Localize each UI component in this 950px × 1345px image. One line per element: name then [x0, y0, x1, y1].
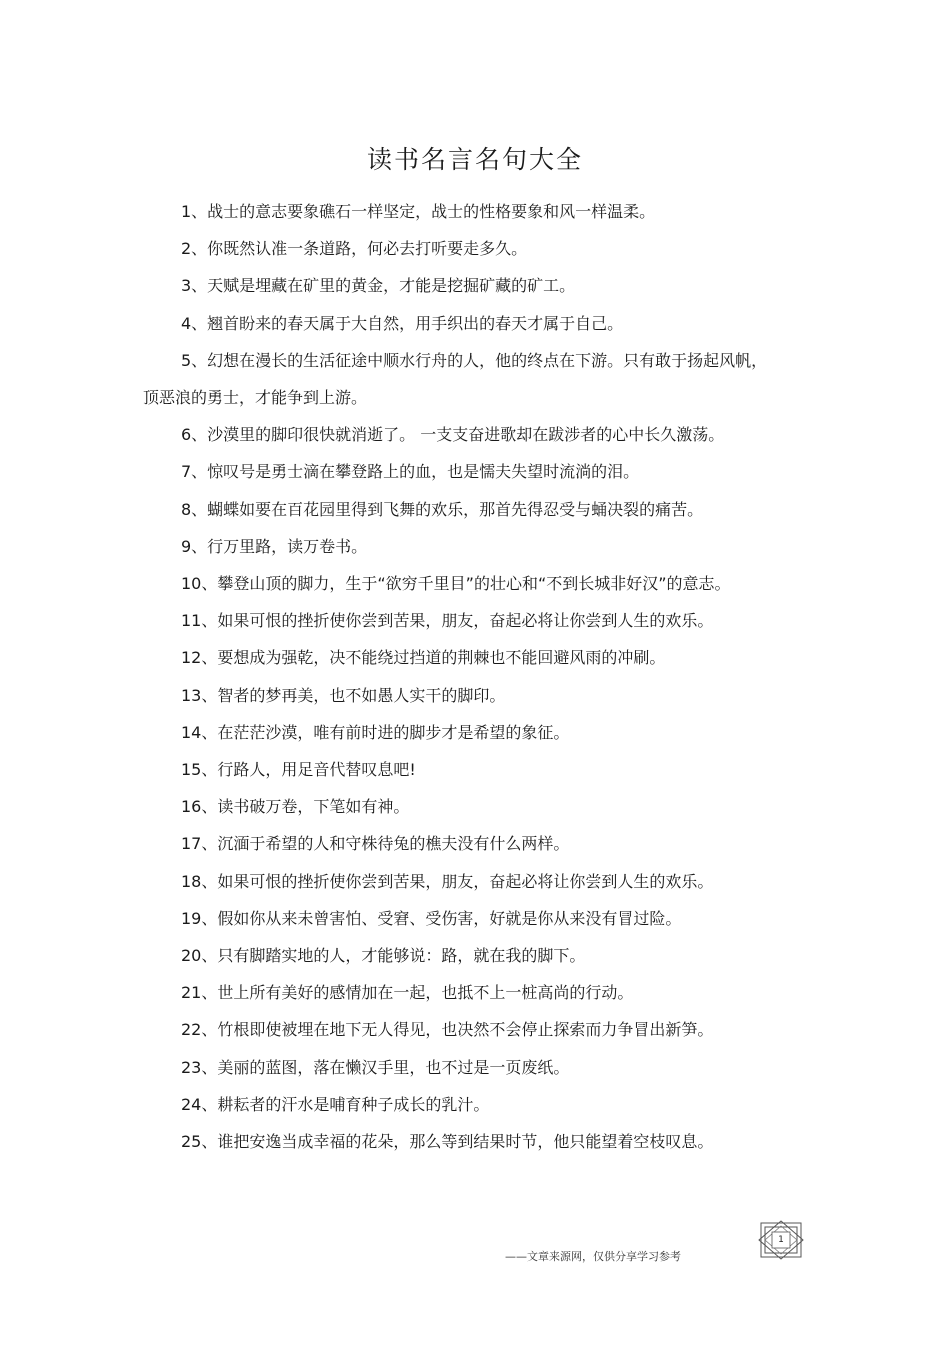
footer-source-note: ——文章来源网，仅供分享学习参考: [505, 1250, 681, 1263]
quote-item: 4、翘首盼来的春天属于大自然，用手织出的春天才属于自己。: [181, 313, 624, 333]
quote-item: 2、你既然认准一条道路，何必去打听要走多久。: [181, 239, 528, 259]
quote-item: 7、惊叹号是勇士滴在攀登路上的血，也是懦夫失望时流淌的泪。: [181, 462, 640, 482]
quote-item: 3、天赋是埋藏在矿里的黄金，才能是挖掘矿藏的矿工。: [181, 276, 576, 296]
quote-item: 24、耕耘者的汗水是哺育种子成长的乳汁。: [181, 1094, 490, 1114]
quote-item: 13、智者的梦再美，也不如愚人实干的脚印。: [181, 685, 506, 705]
quote-list: [143, 193, 783, 1160]
quote-item: 10、攀登山顶的脚力，生于“欲穷千里目”的壮心和“不到长城非好汉”的意志。: [181, 574, 731, 594]
quote-item: 1、战士的意志要象礁石一样坚定，战士的性格要象和风一样温柔。: [181, 202, 656, 221]
quote-item: 6、沙漠里的脚印很快就消逝了。 一支支奋进歌却在跋涉者的心中长久激荡。: [181, 425, 725, 445]
page-number: 1: [778, 1235, 784, 1245]
quote-item: 18、如果可恨的挫折使你尝到苦果，朋友，奋起必将让你尝到人生的欢乐。: [181, 871, 714, 891]
quote-item: 11、如果可恨的挫折使你尝到苦果，朋友，奋起必将让你尝到人生的欢乐。: [181, 611, 714, 631]
quote-item: 20、只有脚踏实地的人，才能够说：路，就在我的脚下。: [181, 946, 586, 966]
quote-item: 22、竹根即使被埋在地下无人得见，也决然不会停止探索而力争冒出新笋。: [181, 1020, 714, 1040]
quote-item: 23、美丽的蓝图，落在懒汉手里，也不过是一页废纸。: [181, 1057, 570, 1077]
quote-item: 8、蝴蝶如要在百花园里得到飞舞的欢乐，那首先得忍受与蛹决裂的痛苦。: [181, 499, 704, 519]
quote-item: 9、行万里路，读万卷书。: [181, 536, 368, 556]
quote-item: 5、幻想在漫长的生活征途中顺水行舟的人，他的终点在下游。只有敢于扬起风帆，顶恶浪的勇士，才能争到上游。: [143, 350, 768, 408]
document-title: 读书名言名句大全: [366, 145, 583, 174]
quote-item: 14、在茫茫沙漠，唯有前时进的脚步才是希望的象征。: [181, 722, 570, 742]
quote-item: 19、假如你从来未曾害怕、受窘、受伤害，好就是你从来没有冒过险。: [181, 908, 682, 928]
quote-item: 17、沉湎于希望的人和守株待兔的樵夫没有什么两样。: [181, 834, 570, 854]
quote-item: 15、行路人，用足音代替叹息吧!: [181, 760, 416, 780]
quote-item: 21、世上所有美好的感情加在一起，也抵不上一桩高尚的行动。: [181, 983, 634, 1003]
quote-item: 12、要想成为强乾，决不能绕过挡道的荆棘也不能回避风雨的冲刷。: [181, 648, 666, 668]
quote-item: 16、读书破万卷，下笔如有神。: [181, 797, 410, 817]
quote-item: 25、谁把安逸当成幸福的花朵，那么等到结果时节，他只能望着空枝叹息。: [181, 1132, 714, 1152]
